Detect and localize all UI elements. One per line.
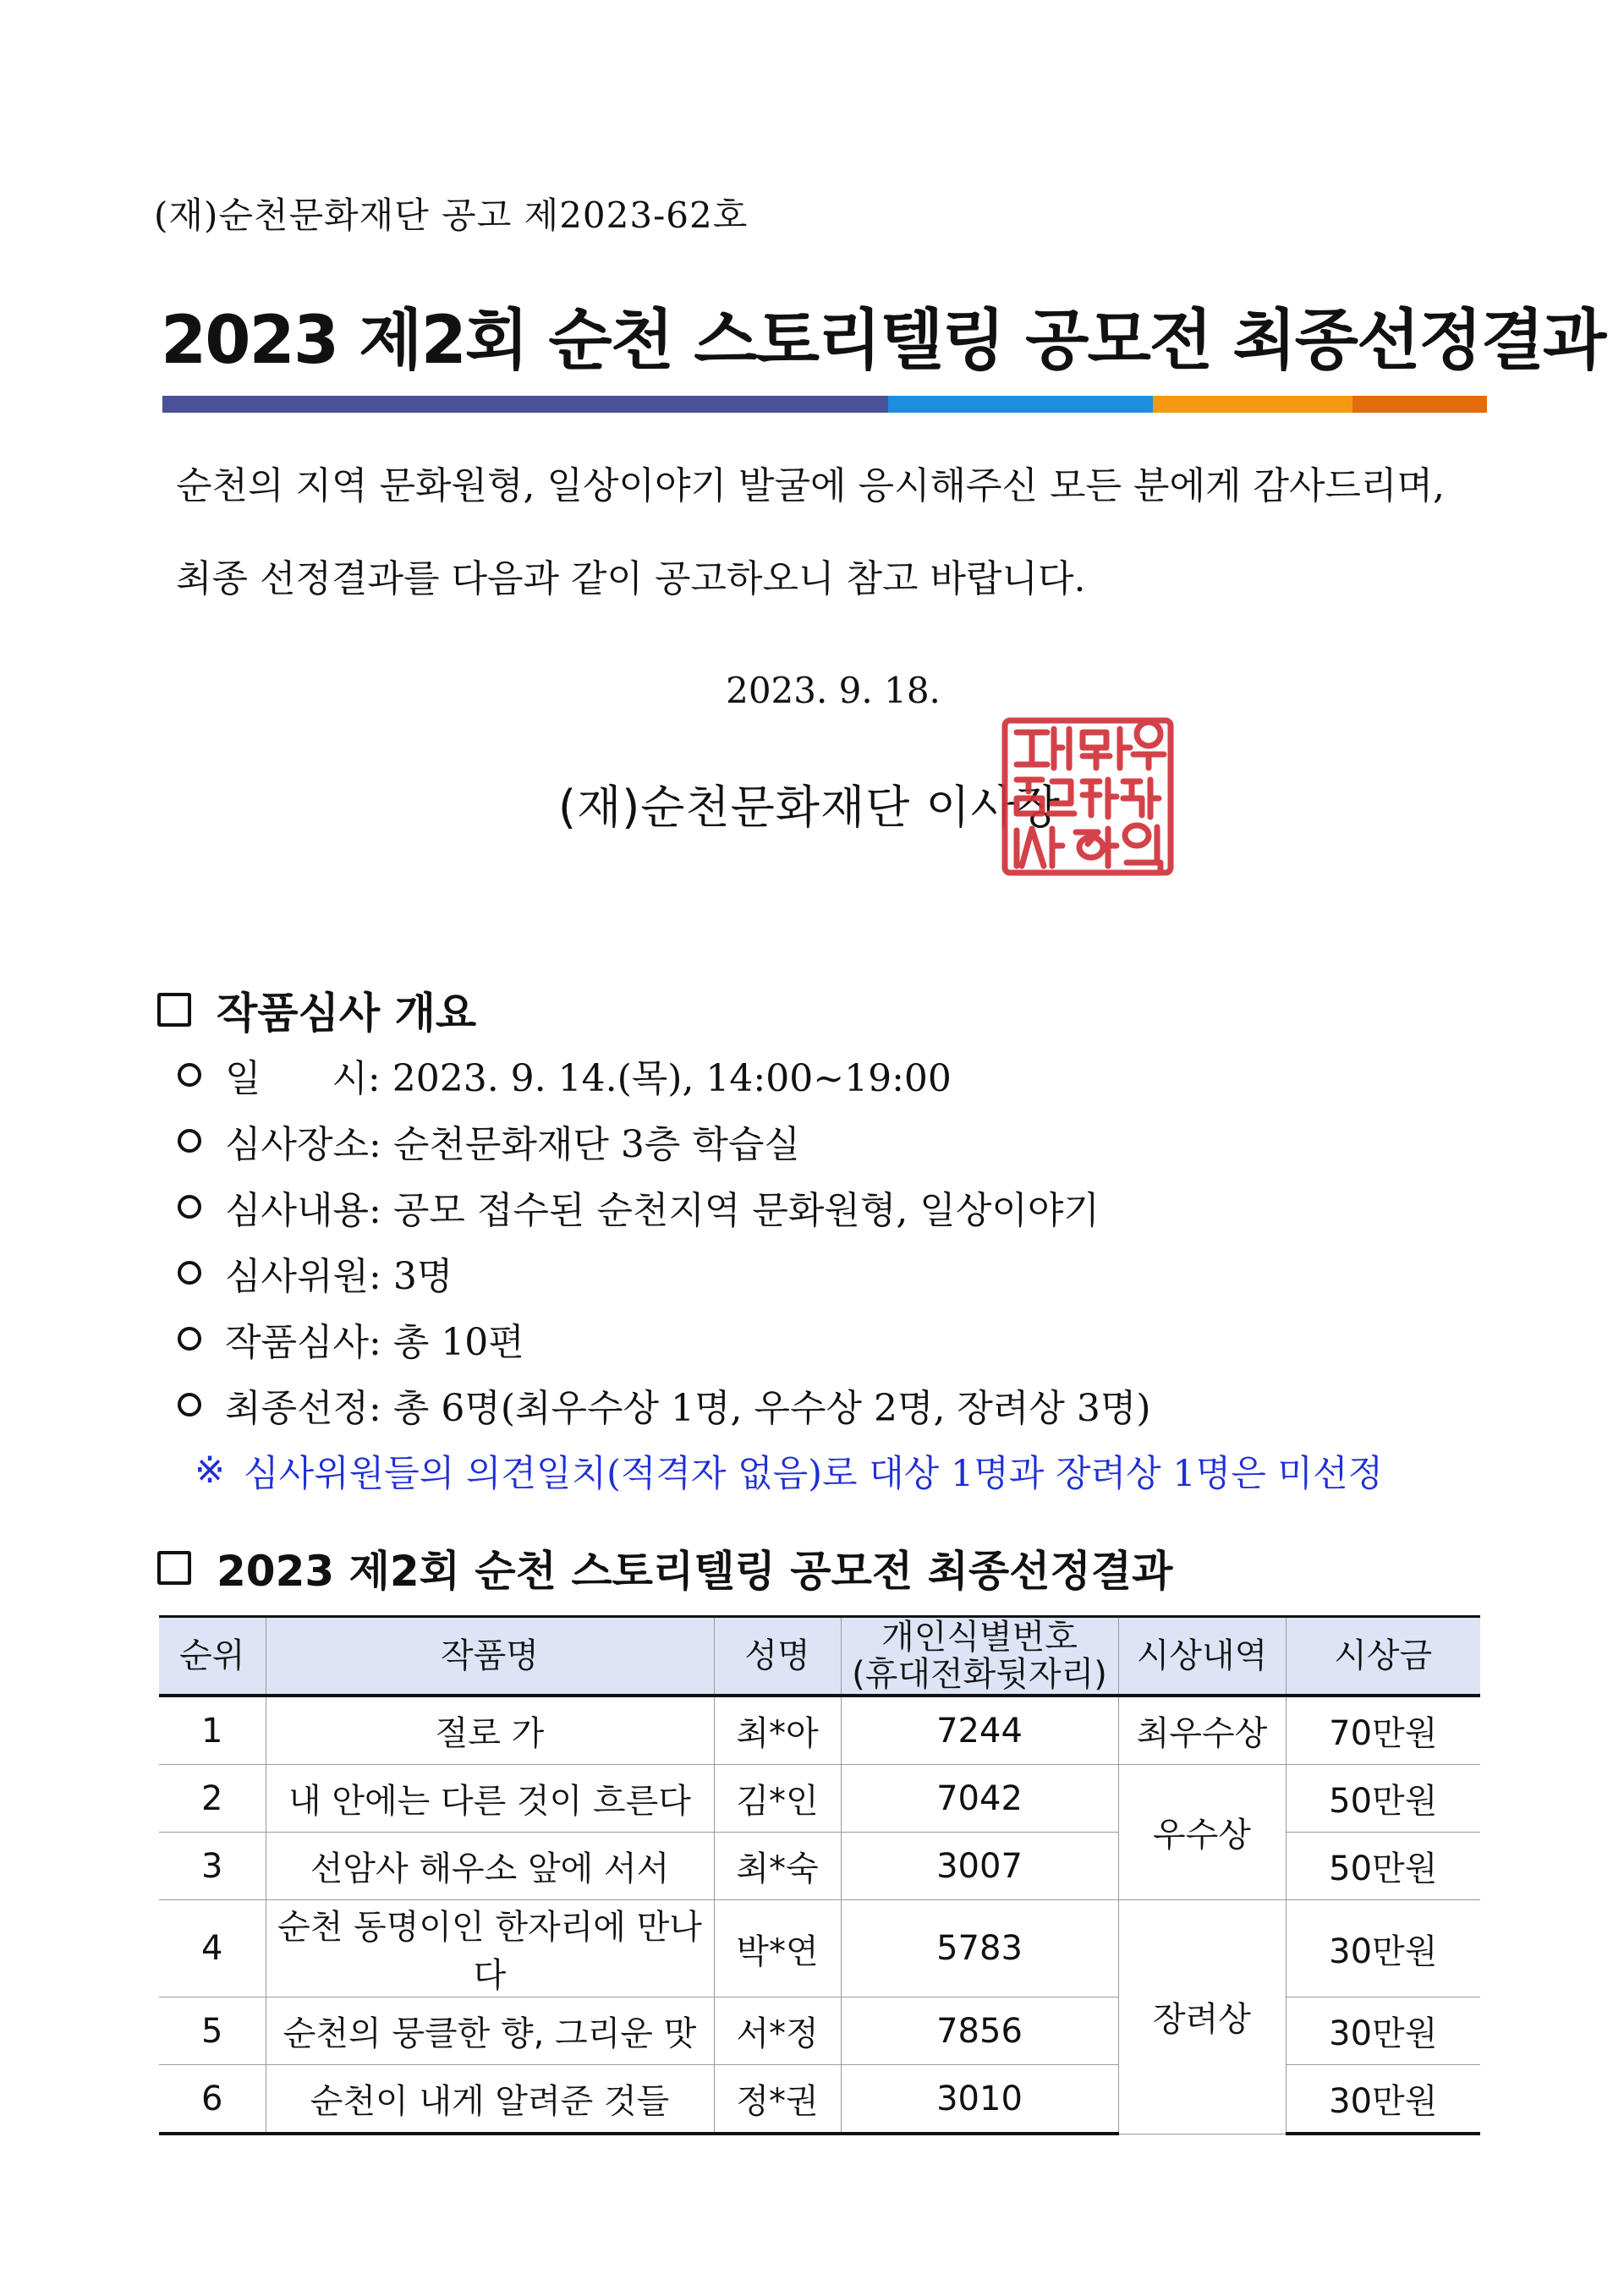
column-header-award: 시상내역 <box>1118 1617 1286 1696</box>
cell-award: 우수상 <box>1118 1765 1286 1900</box>
cell-rank: 1 <box>159 1696 266 1765</box>
cell-id: 7244 <box>841 1696 1118 1765</box>
cell-rank: 4 <box>159 1900 266 1997</box>
accent-segment-blue <box>888 396 1153 413</box>
list-item <box>178 1174 1531 1240</box>
results-table <box>159 1615 1480 2135</box>
accent-segment-orange <box>1153 396 1352 413</box>
cell-prize: 30만원 <box>1286 2065 1480 2134</box>
list-item-text: 심사위원: 3명 <box>225 1255 453 1298</box>
official-seal-stamp <box>998 714 1177 879</box>
bullet-circle-icon <box>178 1261 201 1285</box>
column-header-id-line1: 개인식별번호 <box>881 1618 1078 1657</box>
list-item <box>178 1108 1531 1174</box>
section-title: 2023 제2회 순천 스토리텔링 공모전 최종선정결과 <box>217 1547 1173 1596</box>
section-heading-overview <box>157 979 476 1040</box>
list-item-text: 심사내용: 공모 접수된 순천지역 문화원형, 일상이야기 <box>225 1189 1100 1232</box>
cell-title: 순천의 뭉클한 향, 그리운 맛 <box>266 1997 714 2065</box>
signer: (재)순천문화재단 이사장 <box>558 781 1061 834</box>
column-header-id-line2: (휴대전화뒷자리) <box>852 1655 1107 1694</box>
table-header-row <box>159 1617 1480 1696</box>
bullet-circle-icon <box>178 1393 201 1417</box>
list-item <box>178 1042 1531 1108</box>
list-item <box>178 1372 1531 1438</box>
intro-line-2: 최종 선정결과를 다음과 같이 공고하오니 참고 바랍니다. <box>176 557 1086 600</box>
cell-name: 김*인 <box>714 1765 841 1833</box>
reference-mark-icon: ※ <box>195 1449 226 1492</box>
list-item-text: 최종선정: 총 6명(최우수상 1명, 우수상 2명, 장려상 3명) <box>225 1387 1151 1430</box>
cell-prize: 50만원 <box>1286 1765 1480 1833</box>
cell-title: 순천이 내게 알려준 것들 <box>266 2065 714 2134</box>
cell-name: 박*연 <box>714 1900 841 1997</box>
bullet-circle-icon <box>178 1063 201 1087</box>
cell-prize: 30만원 <box>1286 1900 1480 1997</box>
section-title: 작품심사 개요 <box>217 989 477 1038</box>
cell-rank: 6 <box>159 2065 266 2134</box>
intro-line-1: 순천의 지역 문화원형, 일상이야기 발굴에 응시해주신 모든 분에게 감사드리며, <box>176 464 1445 507</box>
checkbox-square-icon <box>157 993 191 1027</box>
cell-title: 순천 동명이인 한자리에 만나다 <box>266 1900 714 1997</box>
accent-segment-darkorange <box>1352 396 1487 413</box>
table-row <box>159 1696 1480 1765</box>
cell-title: 선암사 해우소 앞에 서서 <box>266 1833 714 1900</box>
accent-segment-navy <box>162 396 888 413</box>
table-row <box>159 1900 1480 1997</box>
list-item-text: 심사장소: 순천문화재단 3층 학습실 <box>225 1123 800 1166</box>
title-accent-bar <box>162 396 1487 413</box>
cell-id: 7042 <box>841 1765 1118 1833</box>
notice-date: 2023. 9. 18. <box>726 670 941 711</box>
cell-rank: 3 <box>159 1833 266 1900</box>
cell-prize: 50만원 <box>1286 1833 1480 1900</box>
cell-name: 최*숙 <box>714 1833 841 1900</box>
cell-name: 정*권 <box>714 2065 841 2134</box>
bullet-circle-icon <box>178 1327 201 1351</box>
cell-title: 내 안에는 다른 것이 흐른다 <box>266 1765 714 1833</box>
list-item <box>178 1240 1531 1306</box>
bullet-circle-icon <box>178 1195 201 1219</box>
table-row <box>159 1765 1480 1833</box>
cell-id: 3010 <box>841 2065 1118 2134</box>
column-header-rank: 순위 <box>159 1617 266 1696</box>
cell-id: 7856 <box>841 1997 1118 2065</box>
cell-rank: 2 <box>159 1765 266 1833</box>
overview-list <box>178 1042 1531 1504</box>
column-header-prize: 시상금 <box>1286 1617 1480 1696</box>
list-item-text: 일 시: 2023. 9. 14.(목), 14:00~19:00 <box>225 1057 952 1100</box>
column-header-name: 성명 <box>714 1617 841 1696</box>
intro-paragraph <box>176 440 1445 626</box>
cell-title: 절로 가 <box>266 1696 714 1765</box>
cell-prize: 30만원 <box>1286 1997 1480 2065</box>
note-text: 심사위원들의 의견일치(적격자 없음)로 대상 1명과 장려상 1명은 미선정 <box>244 1452 1384 1495</box>
cell-name: 최*아 <box>714 1696 841 1765</box>
bullet-circle-icon <box>178 1129 201 1153</box>
column-header-title: 작품명 <box>266 1617 714 1696</box>
notice-number: (재)순천문화재단 공고 제2023-62호 <box>154 195 749 236</box>
list-item <box>178 1306 1531 1372</box>
overview-note <box>178 1438 1531 1504</box>
cell-name: 서*정 <box>714 1997 841 2065</box>
page-title: 2023 제2회 순천 스토리텔링 공모전 최종선정결과 <box>161 303 1605 379</box>
checkbox-square-icon <box>157 1551 191 1585</box>
list-item-text: 작품심사: 총 10편 <box>225 1321 524 1364</box>
cell-award: 장려상 <box>1118 1900 1286 2134</box>
cell-rank: 5 <box>159 1997 266 2065</box>
column-header-id <box>841 1617 1118 1696</box>
cell-award: 최우수상 <box>1118 1696 1286 1765</box>
cell-id: 3007 <box>841 1833 1118 1900</box>
cell-id: 5783 <box>841 1900 1118 1997</box>
cell-prize: 70만원 <box>1286 1696 1480 1765</box>
section-heading-results <box>157 1537 1172 1598</box>
